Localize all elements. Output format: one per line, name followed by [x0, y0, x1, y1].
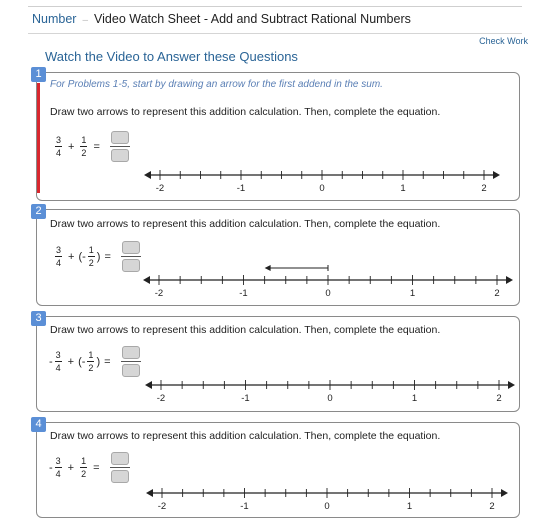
fraction-b: [80, 135, 87, 158]
instruction-text: Draw two arrows to represent this addition calculation. Then, complete the equation.: [50, 106, 441, 118]
axis-arrow-left: [144, 171, 151, 179]
tick-label: 2: [489, 501, 495, 512]
axis-arrow-left: [146, 489, 153, 497]
addend-arrow-head: [265, 265, 271, 271]
denominator: 2: [88, 363, 94, 373]
close-paren: ): [96, 250, 101, 263]
numerator: 1: [81, 135, 87, 145]
breadcrumb-number-link[interactable]: Number: [32, 12, 77, 26]
denominator: 2: [88, 258, 94, 268]
plus-operator: +: [67, 461, 75, 474]
header-rule: [28, 33, 522, 34]
check-work-link[interactable]: Check Work: [479, 36, 528, 46]
problem-number-badge: 2: [31, 204, 46, 219]
axis-arrow-right: [506, 276, 513, 284]
numerator: 3: [55, 456, 61, 466]
problem-number-badge: 4: [31, 417, 46, 432]
equals-sign: =: [93, 140, 100, 153]
tick-label: 2: [494, 288, 500, 299]
tick-label: 1: [409, 288, 416, 299]
problem-2: [35, 205, 520, 306]
number-line[interactable]: [144, 169, 500, 195]
section-title: Watch the Video to Answer these Questions: [45, 49, 298, 64]
plus-operator: +: [67, 355, 75, 368]
answer-numerator-input[interactable]: [122, 346, 140, 359]
tick-label: -2: [156, 393, 166, 404]
number-line[interactable]: [145, 379, 515, 405]
numerator: 1: [88, 350, 94, 360]
axis-arrow-right: [501, 489, 508, 497]
answer-fraction: [110, 131, 130, 162]
fraction-b: [87, 350, 94, 373]
fraction-a: [55, 456, 62, 479]
answer-numerator-input[interactable]: [111, 452, 129, 465]
equation: [53, 241, 141, 272]
denominator: 2: [81, 469, 87, 479]
tick-label: -1: [240, 501, 249, 512]
tick-label: 2: [481, 183, 487, 194]
breadcrumb-current: Video Watch Sheet - Add and Subtract Rational Numbers: [94, 12, 411, 26]
close-paren: ): [96, 355, 101, 368]
axis-arrow-left: [145, 381, 152, 389]
denominator: 4: [55, 148, 61, 158]
breadcrumb: [32, 12, 411, 26]
top-rule: [28, 6, 522, 7]
instruction-text: Draw two arrows to represent this addition calculation. Then, complete the equation.: [50, 430, 441, 442]
open-paren: (-: [78, 250, 86, 263]
axis-arrow-right: [508, 381, 515, 389]
problem-number-badge: 3: [31, 311, 46, 326]
tick-label: 1: [411, 393, 418, 404]
plus-operator: +: [68, 250, 75, 263]
fraction-b: [80, 456, 87, 479]
problem-4: [35, 418, 520, 518]
lead-sign: -: [49, 461, 53, 474]
answer-fraction: [121, 241, 141, 272]
numerator: 3: [55, 245, 61, 255]
tick-label: -1: [241, 393, 250, 404]
denominator: 4: [55, 258, 61, 268]
tick-label: 0: [327, 393, 333, 404]
numerator: 3: [55, 135, 61, 145]
tick-label: 0: [324, 501, 330, 512]
plus-operator: +: [68, 140, 75, 153]
numerator: 3: [55, 350, 61, 360]
equation: [49, 452, 130, 483]
hint-text: For Problems 1-5, start by drawing an arrow for the first addend in the sum.: [50, 79, 383, 90]
tick-label: 1: [406, 501, 413, 512]
equation: [53, 131, 130, 162]
tick-label: 0: [325, 288, 331, 299]
answer-denominator-input[interactable]: [111, 149, 129, 162]
problem-3: [35, 312, 520, 412]
breadcrumb-separator: –: [82, 15, 89, 26]
denominator: 2: [81, 148, 87, 158]
tick-label: -2: [154, 288, 164, 299]
answer-numerator-input[interactable]: [122, 241, 140, 254]
instruction-text: Draw two arrows to represent this addition calculation. Then, complete the equation.: [50, 324, 441, 336]
numerator: 1: [88, 245, 94, 255]
tick-label: -1: [239, 288, 248, 299]
answer-fraction: [110, 452, 130, 483]
equals-sign: =: [104, 250, 111, 263]
tick-label: -2: [157, 501, 167, 512]
active-indicator: [37, 83, 40, 193]
instruction-text: Draw two arrows to represent this addition calculation. Then, complete the equation.: [50, 218, 441, 230]
denominator: 4: [55, 363, 61, 373]
numerator: 1: [81, 456, 87, 466]
answer-numerator-input[interactable]: [111, 131, 129, 144]
fraction-a: [55, 350, 62, 373]
equals-sign: =: [104, 355, 111, 368]
open-paren: (-: [78, 355, 86, 368]
answer-denominator-input[interactable]: [111, 470, 129, 483]
fraction-a: [55, 245, 62, 268]
number-line[interactable]: [146, 487, 508, 513]
number-line[interactable]: [143, 262, 513, 302]
lead-sign: -: [49, 355, 53, 368]
tick-label: 1: [400, 183, 406, 194]
tick-label: -2: [155, 183, 165, 194]
answer-fraction: [121, 346, 141, 377]
tick-label: 2: [496, 393, 502, 404]
axis-arrow-left: [143, 276, 150, 284]
axis-arrow-right: [493, 171, 500, 179]
answer-denominator-input[interactable]: [122, 364, 140, 377]
denominator: 4: [55, 469, 61, 479]
equals-sign: =: [93, 461, 100, 474]
problem-1: [35, 68, 520, 201]
equation: [49, 346, 141, 377]
fraction-a: [55, 135, 62, 158]
answer-denominator-input[interactable]: [122, 259, 140, 272]
tick-label: -1: [236, 183, 246, 194]
problem-number-badge: 1: [31, 67, 46, 82]
fraction-b: [88, 245, 95, 268]
tick-label: 0: [319, 183, 325, 194]
